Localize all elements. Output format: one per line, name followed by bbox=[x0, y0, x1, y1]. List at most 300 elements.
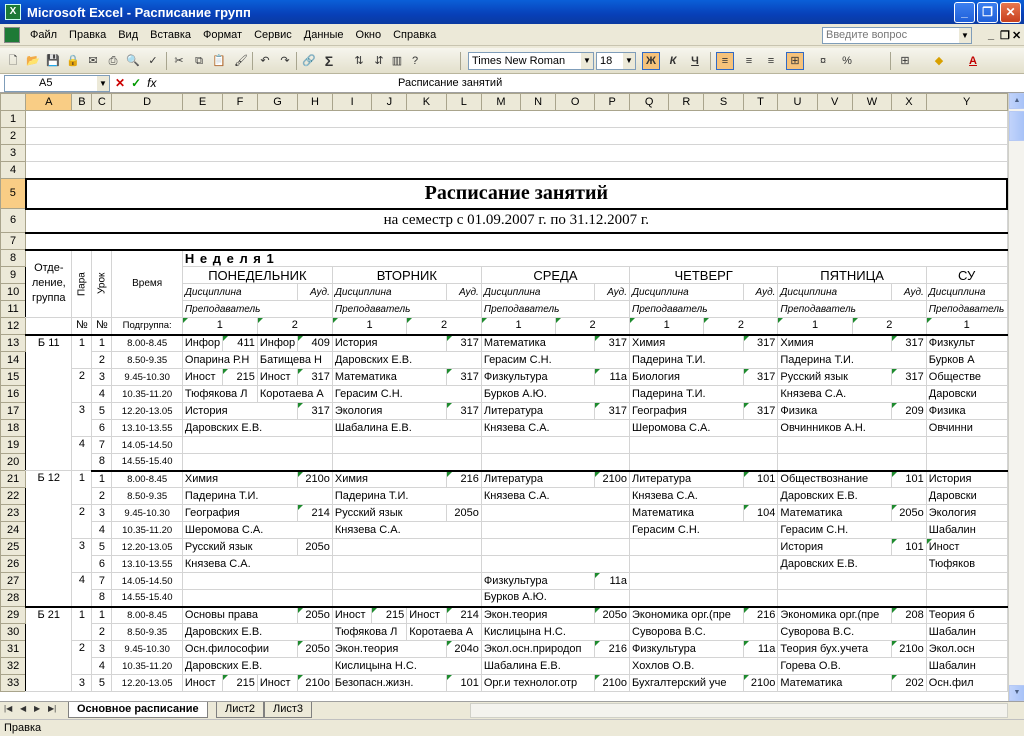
font-color-icon[interactable]: A bbox=[969, 55, 977, 67]
aud-cell[interactable]: 216 bbox=[743, 607, 778, 624]
teacher-cell[interactable]: Падерина Т.И. bbox=[630, 386, 778, 403]
aud-cell[interactable]: 317 bbox=[446, 369, 481, 386]
schedule-cell[interactable]: Основы права bbox=[182, 607, 297, 624]
aud-cell[interactable]: 317 bbox=[595, 335, 630, 352]
column-header[interactable]: O bbox=[556, 94, 595, 111]
teacher-cell[interactable]: Падерина Т.И. bbox=[630, 352, 778, 369]
aud-cell[interactable]: 208 bbox=[892, 607, 927, 624]
teacher-cell[interactable]: Шеромова С.А. bbox=[630, 420, 778, 437]
row-header[interactable]: 11 bbox=[1, 301, 26, 318]
aud-cell[interactable]: 317 bbox=[892, 369, 927, 386]
prev-sheet-icon[interactable]: ◀ bbox=[20, 704, 27, 713]
align-center-icon[interactable]: ≡ bbox=[745, 55, 753, 67]
status-bar bbox=[0, 719, 1024, 736]
schedule-cell[interactable]: Экономика орг.(пре bbox=[778, 607, 892, 624]
spelling-icon[interactable]: ✓ bbox=[148, 55, 158, 67]
row-header[interactable]: 15 bbox=[1, 369, 26, 386]
row-header[interactable]: 16 bbox=[1, 386, 26, 403]
schedule-cell[interactable]: Экон.теория bbox=[332, 641, 446, 658]
row-header[interactable]: 14 bbox=[1, 352, 26, 369]
close-button[interactable]: ✕ bbox=[1000, 2, 1021, 23]
lesson-number: 2 bbox=[92, 352, 112, 369]
email-icon[interactable]: ✉ bbox=[88, 55, 98, 67]
column-header[interactable]: C bbox=[92, 94, 112, 111]
schedule-cell[interactable]: Физкультура bbox=[481, 369, 594, 386]
spreadsheet-grid[interactable] bbox=[0, 93, 1008, 701]
column-header[interactable]: A bbox=[26, 94, 72, 111]
teacher-cell[interactable]: Князева С.А. bbox=[182, 556, 332, 573]
menu-help[interactable]: Справка bbox=[393, 28, 437, 41]
schedule-cell[interactable]: Химия bbox=[630, 335, 744, 352]
sheet-subtitle[interactable]: на семестр с 01.09.2007 г. по 31.12.2007 г. bbox=[26, 209, 1007, 233]
teacher-cell[interactable]: Батищева Н bbox=[257, 352, 332, 369]
menu-window[interactable]: Окно bbox=[355, 28, 382, 41]
column-header[interactable]: E bbox=[182, 94, 222, 111]
schedule-cell[interactable]: Биология bbox=[630, 369, 744, 386]
aud-cell[interactable]: 214 bbox=[446, 607, 481, 624]
schedule-cell[interactable]: История bbox=[182, 403, 297, 420]
teacher-cell[interactable]: Овчинни bbox=[926, 420, 1007, 437]
schedule-cell[interactable]: Иност bbox=[257, 369, 297, 386]
column-header[interactable]: L bbox=[446, 94, 481, 111]
column-header[interactable]: N bbox=[520, 94, 555, 111]
formula-input[interactable]: Расписание занятий bbox=[398, 77, 503, 89]
schedule-cell[interactable]: Теория бух.учета bbox=[778, 641, 892, 658]
aud-cell[interactable]: 317 bbox=[743, 369, 778, 386]
aud-cell[interactable]: 205о bbox=[892, 505, 927, 522]
open-icon[interactable]: 📂 bbox=[26, 55, 40, 67]
teacher-cell[interactable]: Герасим С.Н. bbox=[778, 522, 926, 539]
aud-cell[interactable]: 215 bbox=[223, 675, 258, 692]
schedule-cell[interactable]: Иност bbox=[257, 675, 297, 692]
column-header[interactable]: B bbox=[72, 94, 92, 111]
teacher-cell[interactable]: Даровских Е.В. bbox=[778, 488, 926, 505]
teacher-cell[interactable]: Даровских Е.В. bbox=[182, 658, 332, 675]
schedule-cell[interactable]: Математика bbox=[332, 369, 446, 386]
format-painter-icon[interactable]: 🖌 bbox=[234, 55, 248, 67]
column-header[interactable]: V bbox=[817, 94, 852, 111]
teacher-cell[interactable]: Шабалина Е.В. bbox=[332, 420, 481, 437]
teacher-cell[interactable]: Даровских Е.В. bbox=[182, 420, 332, 437]
schedule-cell[interactable]: Физика bbox=[926, 403, 1007, 420]
schedule-cell[interactable]: Экология bbox=[926, 505, 1007, 522]
row-header[interactable]: 7 bbox=[1, 233, 26, 250]
teacher-cell[interactable]: Князева С.А. bbox=[332, 522, 481, 539]
save-icon[interactable]: 💾 bbox=[46, 55, 60, 67]
aud-cell[interactable]: 216 bbox=[446, 471, 481, 488]
schedule-cell[interactable]: Химия bbox=[778, 335, 892, 352]
discipline-label: Дисциплина bbox=[926, 284, 1007, 301]
schedule-cell[interactable]: Физкультура bbox=[481, 573, 594, 590]
aud-cell[interactable]: 317 bbox=[446, 403, 481, 420]
column-header[interactable]: I bbox=[332, 94, 372, 111]
schedule-cell[interactable]: Обществе bbox=[926, 369, 1007, 386]
borders-icon[interactable]: ⊞ bbox=[900, 55, 910, 67]
lesson-number: 1 bbox=[92, 471, 112, 488]
aud-cell[interactable]: 317 bbox=[595, 403, 630, 420]
teacher-cell[interactable]: Бурков А.Ю. bbox=[481, 590, 629, 607]
teacher-cell[interactable]: Князева С.А. bbox=[481, 488, 629, 505]
chevron-down-icon[interactable]: ▼ bbox=[623, 53, 635, 69]
chevron-down-icon[interactable]: ▼ bbox=[581, 53, 593, 69]
aud-cell[interactable]: 205о bbox=[298, 539, 333, 556]
cancel-icon[interactable]: ✕ bbox=[115, 76, 126, 90]
schedule-cell[interactable]: Русский язык bbox=[182, 539, 297, 556]
help-icon[interactable]: ? bbox=[411, 55, 419, 67]
aud-cell[interactable]: 11а bbox=[595, 573, 630, 590]
teacher-cell[interactable]: Бурков А bbox=[926, 352, 1007, 369]
schedule-cell[interactable]: Орг.и технолог.отр bbox=[481, 675, 594, 692]
enter-icon[interactable]: ✓ bbox=[131, 76, 142, 90]
doc-minimize-button[interactable]: _ bbox=[988, 29, 995, 41]
schedule-cell[interactable]: Безопасн.жизн. bbox=[332, 675, 446, 692]
schedule-cell[interactable]: Инфор bbox=[182, 335, 222, 352]
column-header[interactable]: S bbox=[704, 94, 743, 111]
aud-cell[interactable]: 101 bbox=[892, 471, 927, 488]
aud-cell[interactable]: 214 bbox=[298, 505, 333, 522]
scroll-thumb[interactable] bbox=[1009, 111, 1024, 141]
row-header[interactable]: 18 bbox=[1, 420, 26, 437]
column-header[interactable]: W bbox=[852, 94, 891, 111]
aud-label: Ауд. bbox=[446, 284, 481, 301]
column-header[interactable]: Y bbox=[926, 94, 1007, 111]
hyperlink-icon[interactable]: 🔗 bbox=[302, 55, 316, 67]
schedule-cell[interactable]: Математика bbox=[778, 675, 892, 692]
teacher-cell[interactable]: Даровски bbox=[926, 386, 1007, 403]
row-header[interactable]: 24 bbox=[1, 522, 26, 539]
schedule-cell[interactable]: Математика bbox=[778, 505, 892, 522]
select-all-corner[interactable] bbox=[1, 94, 26, 111]
row-header[interactable]: 25 bbox=[1, 539, 26, 556]
row-header[interactable]: 3 bbox=[1, 145, 26, 162]
aud-cell[interactable]: 205о bbox=[298, 607, 333, 624]
chart-icon[interactable]: ▥ bbox=[391, 55, 403, 67]
schedule-cell[interactable]: Физкульт bbox=[926, 335, 1007, 352]
lesson-number: 5 bbox=[92, 675, 112, 692]
schedule-cell[interactable]: Обществознание bbox=[778, 471, 892, 488]
schedule-cell[interactable]: Теория б bbox=[926, 607, 1007, 624]
new-icon[interactable]: 🗋 bbox=[8, 55, 18, 67]
aud-cell[interactable]: 210о bbox=[743, 675, 778, 692]
lesson-number: 1 bbox=[92, 335, 112, 352]
row-header[interactable]: 12 bbox=[1, 318, 26, 335]
aud-cell[interactable]: 210о bbox=[298, 471, 333, 488]
aud-cell[interactable]: 11а bbox=[743, 641, 778, 658]
column-header[interactable]: U bbox=[778, 94, 817, 111]
schedule-cell[interactable]: Математика bbox=[481, 335, 594, 352]
italic-button[interactable]: К bbox=[669, 55, 677, 67]
aud-cell[interactable]: 205о bbox=[595, 607, 630, 624]
schedule-cell[interactable]: Иност bbox=[926, 539, 1007, 556]
schedule-cell[interactable]: Химия bbox=[332, 471, 446, 488]
underline-button[interactable]: Ч bbox=[691, 55, 699, 67]
schedule-cell[interactable]: Физика bbox=[778, 403, 892, 420]
row-header[interactable]: 17 bbox=[1, 403, 26, 420]
lesson-time: 10.35-11.20 bbox=[112, 658, 182, 675]
teacher-cell[interactable]: Хохлов О.В. bbox=[630, 658, 778, 675]
scroll-down-icon[interactable]: ▼ bbox=[1009, 685, 1024, 701]
paste-icon[interactable]: 📋 bbox=[212, 55, 226, 67]
teacher-cell[interactable]: Герасим С.Н. bbox=[630, 522, 778, 539]
font-family-select[interactable] bbox=[468, 52, 594, 70]
teacher-cell[interactable]: Коротаева А bbox=[257, 386, 332, 403]
teacher-cell[interactable]: Шеромова С.А. bbox=[182, 522, 332, 539]
teacher-label: Преподаватель bbox=[182, 301, 332, 318]
aud-cell[interactable]: 317 bbox=[743, 335, 778, 352]
teacher-cell[interactable]: Тюфяков bbox=[926, 556, 1007, 573]
minimize-button[interactable]: _ bbox=[954, 2, 975, 23]
aud-cell[interactable]: 205о bbox=[298, 641, 333, 658]
sheet-title[interactable]: Расписание занятий bbox=[26, 179, 1007, 209]
column-header[interactable]: D bbox=[112, 94, 182, 111]
teacher-cell[interactable]: Герасим С.Н. bbox=[332, 386, 481, 403]
teacher-cell[interactable]: Тюфякова Л bbox=[332, 624, 406, 641]
row-header[interactable]: 13 bbox=[1, 335, 26, 352]
doc-restore-button[interactable]: ❐ bbox=[1000, 30, 1010, 42]
aud-cell[interactable]: 210о bbox=[298, 675, 333, 692]
row-header[interactable]: 31 bbox=[1, 641, 26, 658]
teacher-cell[interactable]: Шабалин bbox=[926, 658, 1007, 675]
aud-cell[interactable]: 205о bbox=[446, 505, 481, 522]
redo-icon[interactable]: ↷ bbox=[280, 55, 290, 67]
row-header[interactable]: 23 bbox=[1, 505, 26, 522]
lesson-time: 13.10-13.55 bbox=[112, 556, 182, 573]
teacher-cell[interactable]: Князева С.А. bbox=[778, 386, 926, 403]
teacher-cell[interactable]: Опарина Р.Н bbox=[182, 352, 257, 369]
schedule-cell[interactable]: Математика bbox=[630, 505, 744, 522]
schedule-cell[interactable]: Химия bbox=[182, 471, 297, 488]
row-header[interactable]: 2 bbox=[1, 128, 26, 145]
copy-icon[interactable]: ⧉ bbox=[195, 55, 203, 67]
menu-edit[interactable]: Правка bbox=[69, 28, 107, 41]
autosum-icon[interactable]: Σ bbox=[324, 53, 334, 69]
row-header[interactable]: 9 bbox=[1, 267, 26, 284]
row-header[interactable]: 22 bbox=[1, 488, 26, 505]
aud-cell[interactable]: 409 bbox=[298, 335, 333, 352]
scroll-up-icon[interactable]: ▲ bbox=[1009, 93, 1024, 109]
percent-button[interactable]: % bbox=[842, 55, 852, 67]
schedule-cell[interactable]: Экол.осн bbox=[926, 641, 1007, 658]
column-header[interactable]: K bbox=[407, 94, 446, 111]
document-icon[interactable] bbox=[4, 27, 20, 43]
schedule-cell[interactable]: Бухгалтерский уче bbox=[630, 675, 744, 692]
aud-cell[interactable]: 202 bbox=[892, 675, 927, 692]
schedule-cell[interactable]: Иност bbox=[407, 607, 446, 624]
sort-asc-icon[interactable]: ⇅ bbox=[354, 55, 364, 67]
sort-desc-icon[interactable]: ⇵ bbox=[374, 55, 384, 67]
row-header[interactable]: 8 bbox=[1, 250, 26, 267]
merge-center-icon[interactable]: ⊞ bbox=[786, 52, 804, 70]
row-header[interactable]: 1 bbox=[1, 111, 26, 128]
aud-cell[interactable]: 317 bbox=[298, 403, 333, 420]
column-header[interactable]: P bbox=[595, 94, 630, 111]
horizontal-scrollbar[interactable] bbox=[470, 703, 1008, 718]
align-left-icon[interactable]: ≡ bbox=[716, 52, 734, 70]
doc-close-button[interactable]: ✕ bbox=[1012, 30, 1022, 42]
schedule-cell[interactable]: Литература bbox=[481, 471, 594, 488]
fill-color-icon[interactable]: ◆ bbox=[934, 55, 944, 67]
teacher-cell[interactable]: Падерина Т.И. bbox=[778, 352, 926, 369]
aud-cell[interactable]: 204о bbox=[446, 641, 481, 658]
row-header[interactable]: 28 bbox=[1, 590, 26, 607]
schedule-cell[interactable]: География bbox=[630, 403, 744, 420]
first-sheet-icon[interactable]: |◀ bbox=[4, 704, 13, 713]
aud-cell[interactable]: 317 bbox=[446, 335, 481, 352]
teacher-cell[interactable]: Шабалина Е.В. bbox=[481, 658, 629, 675]
schedule-cell[interactable]: Иност bbox=[182, 675, 222, 692]
schedule-cell[interactable]: Осн.фил bbox=[926, 675, 1007, 692]
column-header[interactable]: Q bbox=[630, 94, 669, 111]
aud-cell[interactable]: 215 bbox=[372, 607, 407, 624]
row-header[interactable]: 10 bbox=[1, 284, 26, 301]
help-search-input[interactable] bbox=[822, 27, 972, 44]
schedule-cell[interactable]: Экол.осн.природоп bbox=[481, 641, 594, 658]
time-header: Время bbox=[112, 250, 182, 318]
aud-cell[interactable]: 104 bbox=[743, 505, 778, 522]
column-header[interactable]: H bbox=[298, 94, 333, 111]
teacher-cell[interactable]: Суворова В.С. bbox=[778, 624, 926, 641]
help-placeholder: Введите вопрос bbox=[826, 29, 908, 41]
menu-file[interactable]: Файл bbox=[30, 28, 58, 41]
teacher-cell[interactable]: Кислицына Н.С. bbox=[332, 658, 481, 675]
print-icon[interactable]: ⎙ bbox=[108, 55, 118, 67]
restore-button[interactable]: ❐ bbox=[977, 2, 998, 23]
teacher-cell[interactable]: Бурков А.Ю. bbox=[481, 386, 629, 403]
row-header[interactable]: 29 bbox=[1, 607, 26, 624]
row-header[interactable]: 5 bbox=[1, 179, 26, 209]
schedule-cell[interactable]: Литература bbox=[481, 403, 594, 420]
aud-cell[interactable]: 11а bbox=[595, 369, 630, 386]
teacher-cell[interactable]: Даровских Е.В. bbox=[778, 556, 926, 573]
schedule-cell[interactable]: Русский язык bbox=[778, 369, 892, 386]
num-label: № bbox=[72, 318, 92, 335]
aud-cell[interactable]: 215 bbox=[223, 369, 258, 386]
aud-cell[interactable]: 317 bbox=[743, 403, 778, 420]
schedule-cell[interactable]: Русский язык bbox=[332, 505, 446, 522]
vertical-scrollbar[interactable] bbox=[1008, 93, 1024, 701]
teacher-cell[interactable]: Падерина Т.И. bbox=[182, 488, 332, 505]
menu-bar bbox=[0, 24, 1024, 46]
name-box[interactable] bbox=[4, 75, 110, 92]
tab-sheet2[interactable]: Лист2 bbox=[216, 702, 264, 718]
teacher-cell[interactable]: Коротаева А bbox=[407, 624, 482, 641]
schedule-cell[interactable]: Иност bbox=[332, 607, 372, 624]
teacher-cell[interactable]: Герасим С.Н. bbox=[481, 352, 629, 369]
column-header[interactable]: T bbox=[743, 94, 778, 111]
last-sheet-icon[interactable]: ▶| bbox=[48, 704, 57, 713]
schedule-cell[interactable]: География bbox=[182, 505, 297, 522]
menu-insert[interactable]: Вставка bbox=[150, 28, 192, 41]
row-header[interactable]: 21 bbox=[1, 471, 26, 488]
menu-view[interactable]: Вид bbox=[118, 28, 139, 41]
currency-icon[interactable]: ¤ bbox=[819, 55, 827, 67]
teacher-cell[interactable]: Падерина Т.И. bbox=[332, 488, 481, 505]
aud-cell[interactable]: 210о bbox=[595, 471, 630, 488]
row-header[interactable]: 4 bbox=[1, 162, 26, 179]
teacher-cell[interactable]: Шабалин bbox=[926, 522, 1007, 539]
schedule-cell[interactable]: История bbox=[332, 335, 446, 352]
column-header[interactable]: J bbox=[372, 94, 407, 111]
aud-cell[interactable]: 209 bbox=[892, 403, 927, 420]
teacher-cell[interactable]: Даровских Е.В. bbox=[332, 352, 481, 369]
schedule-cell[interactable]: Экон.теория bbox=[481, 607, 594, 624]
align-right-icon[interactable]: ≡ bbox=[767, 55, 775, 67]
aud-label: Ауд. bbox=[892, 284, 927, 301]
chevron-down-icon[interactable]: ▼ bbox=[959, 28, 971, 43]
teacher-cell[interactable]: Князева С.А. bbox=[630, 488, 778, 505]
teacher-cell[interactable]: Горева О.В. bbox=[778, 658, 926, 675]
aud-cell[interactable]: 317 bbox=[298, 369, 333, 386]
schedule-cell[interactable]: Литература bbox=[630, 471, 744, 488]
schedule-cell[interactable]: Экология bbox=[332, 403, 446, 420]
row-header[interactable]: 32 bbox=[1, 658, 26, 675]
teacher-cell[interactable]: Кислицына Н.С. bbox=[481, 624, 629, 641]
preview-icon[interactable]: 🔍 bbox=[126, 55, 140, 67]
tab-main-schedule[interactable]: Основное расписание bbox=[68, 702, 208, 718]
row-header[interactable]: 27 bbox=[1, 573, 26, 590]
teacher-cell[interactable]: Суворова В.С. bbox=[630, 624, 778, 641]
lesson-time: 10.35-11.20 bbox=[112, 386, 182, 403]
fx-icon[interactable]: fx bbox=[147, 76, 157, 90]
row-header[interactable]: 33 bbox=[1, 675, 26, 692]
schedule-cell[interactable]: История bbox=[778, 539, 892, 556]
column-header[interactable]: R bbox=[669, 94, 704, 111]
schedule-cell[interactable]: Инфор bbox=[257, 335, 297, 352]
column-header[interactable]: X bbox=[892, 94, 927, 111]
schedule-cell[interactable]: Экономика орг.(пре bbox=[630, 607, 744, 624]
menu-tools[interactable]: Сервис bbox=[254, 28, 292, 41]
cut-icon[interactable]: ✂ bbox=[174, 55, 184, 67]
teacher-cell[interactable]: Даровских Е.В. bbox=[182, 624, 332, 641]
bold-button[interactable]: Ж bbox=[642, 52, 660, 70]
menu-data[interactable]: Данные bbox=[303, 28, 344, 41]
tab-sheet3[interactable]: Лист3 bbox=[264, 702, 312, 718]
row-header[interactable]: 19 bbox=[1, 437, 26, 454]
aud-cell[interactable]: 210о bbox=[892, 641, 927, 658]
aud-cell[interactable]: 101 bbox=[446, 675, 481, 692]
aud-cell[interactable]: 210о bbox=[595, 675, 630, 692]
teacher-cell[interactable]: Шабалин bbox=[926, 624, 1007, 641]
next-sheet-icon[interactable]: ▶ bbox=[34, 704, 41, 713]
row-header[interactable]: 26 bbox=[1, 556, 26, 573]
column-header[interactable]: G bbox=[257, 94, 297, 111]
aud-cell[interactable]: 216 bbox=[595, 641, 630, 658]
schedule-cell[interactable]: Иност bbox=[182, 369, 222, 386]
column-header[interactable]: M bbox=[481, 94, 520, 111]
teacher-cell[interactable]: Даровски bbox=[926, 488, 1007, 505]
permission-icon[interactable]: 🔒 bbox=[66, 55, 80, 67]
row-header[interactable]: 30 bbox=[1, 624, 26, 641]
aud-cell[interactable]: 101 bbox=[743, 471, 778, 488]
aud-cell[interactable]: 317 bbox=[892, 335, 927, 352]
teacher-cell[interactable]: Тюфякова Л bbox=[182, 386, 257, 403]
row-header[interactable]: 20 bbox=[1, 454, 26, 471]
column-header[interactable]: F bbox=[223, 94, 258, 111]
teacher-cell[interactable]: Князева С.А. bbox=[481, 420, 629, 437]
chevron-down-icon[interactable]: ▼ bbox=[97, 76, 109, 91]
aud-cell[interactable]: 411 bbox=[223, 335, 258, 352]
subgroup-2: 2 bbox=[852, 318, 926, 335]
schedule-cell[interactable]: История bbox=[926, 471, 1007, 488]
undo-icon[interactable]: ↶ bbox=[260, 55, 270, 67]
menu-format[interactable]: Формат bbox=[203, 28, 243, 41]
aud-cell[interactable]: 101 bbox=[892, 539, 927, 556]
schedule-cell[interactable]: Осн.философии bbox=[182, 641, 297, 658]
teacher-cell[interactable]: Овчинников А.Н. bbox=[778, 420, 926, 437]
font-size-select[interactable] bbox=[596, 52, 636, 70]
schedule-cell[interactable]: Физкультура bbox=[630, 641, 744, 658]
row-header[interactable]: 6 bbox=[1, 209, 26, 233]
